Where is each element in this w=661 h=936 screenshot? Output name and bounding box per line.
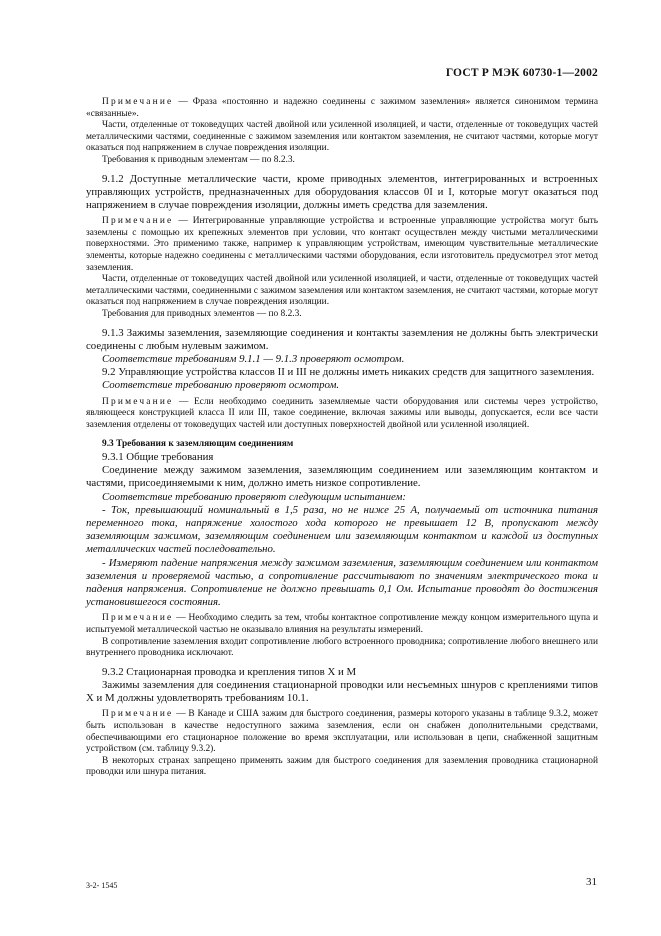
clause-9-2: 9.2 Управляющие устройства классов II и III не должны иметь никаких средств для защитного заземления.: [102, 366, 595, 379]
note-1: Примечание — Фраза «постоянно и надежно соединены с зажимом заземления» является синонимом термина «связанные».: [86, 97, 598, 119]
clause-9-1-2: 9.1.2 Доступные металлические части, кроме приводных элементов, интегрированных и встроенных управляющих устройств, предназначенных для оборудования классов 0I и I, которые могут оказаться под напряжением в случае повреждения изоляции, должны иметь средства для заземления.: [86, 172, 598, 211]
note-5: Примечание — В Канаде и США зажим для быстрого соединения, размеры которого указаны в таблице 9.3.2, может быть использован в качестве недоступного зажима заземления, если он снабжен дополнительными средствами, обеспечивающими его стационарное положение во время эксплуатации, или использован в цепи, снабженной защитным устройством (см. таблицу 9.3.2).: [86, 709, 598, 755]
note-3: Примечание — Если необходимо соединить заземляемые части оборудования или системы через устройство, являющееся конструкцией класса II или III, такое соединение, включая зажимы или выводы, допускается, если все части заземления отделены от токоведущих частей или доступных поверхностей двойной или усиленной изоляцией.: [86, 396, 598, 430]
note-4: Примечание — Необходимо следить за тем, чтобы контактное сопротивление между концом измерительного щупа и испытуемой металлической частью не оказывало влияния на результаты измерений.: [86, 613, 598, 635]
paragraph: Требования к приводным элементам — по 8.2.3.: [102, 154, 295, 165]
compliance-text: Соответствие требованиям 9.1.1 — 9.1.3 проверяют осмотром.: [102, 352, 405, 365]
compliance-text: Соответствие требованию проверяют следующим испытанием:: [102, 490, 406, 503]
subsection-heading: 9.3.1 Общие требования: [102, 450, 214, 463]
paragraph: Части, отделенные от токоведущих частей двойной или усиленной изоляцией, и части, отделенные от токоведущих частей металлическими частями, соединенными с зажимом заземления или контактом заземления, не считают частями, которые могут оказаться под напряжением в случае повреждения изоляции.: [86, 274, 598, 308]
test-step-2: - Измеряют падение напряжения между зажимом заземления, заземляющим соединением или контактом заземления и проверяемой частью, а сопротивление рассчитывают по значениям электрического тока и падения напряжения. Сопротивление не должно превышать 0,1 Ом. Испытание проводят до достижения установившегося состояния.: [86, 556, 598, 609]
document-header: ГОСТ Р МЭК 60730-1—2002: [445, 67, 598, 79]
paragraph: В некоторых странах запрещено применять зажим для быстрого соединения для заземления проводника стационарной проводки или шнура питания.: [86, 755, 598, 778]
clause-9-1-3: 9.1.3 Зажимы заземления, заземляющие соединения и контакты заземления не должны быть электрически соединены с любым нулевым зажимом.: [86, 326, 598, 352]
note-2: Примечание — Интегрированные управляющие устройства и встроенные управляющие устройства могут быть заземлены с помощью их крепежных элементов при условии, что контакт осуществлен между чистыми металлическими поверхностями. Это применимо также, например к управляющим устройствам, имеющим чувствительные металлические элементы, которые надежно соединены с металлическими частями оборудования, если изготовитель предусмотрел этот метод заземления.: [86, 216, 598, 273]
section-heading: 9.3 Требования к заземляющим соединениям: [102, 439, 294, 450]
page-body: [86, 97, 598, 779]
paragraph: Зажимы заземления для соединения стационарной проводки или несъемных шнуров с креплениями типов X и M должны удовлетворять требованиям 10.1.: [86, 678, 598, 705]
paragraph: Части, отделенные от токоведущих частей двойной или усиленной изоляцией, и части, отделенные от токоведущих частей металлическими частями, соединенные с зажимом заземления или контактом заземления, не считают частями, которые могут оказаться под напряжением в случае повреждения изоляции.: [86, 120, 598, 154]
paragraph: Требования для приводных элементов — по 8.2.3.: [102, 308, 302, 319]
paragraph: Соединение между зажимом заземления, заземляющим соединением или заземляющим контактом и частями, присоединяемыми к ним, должно иметь низкое сопротивление.: [86, 464, 598, 490]
subsection-heading: 9.3.2 Стационарная проводка и крепления типов X и M: [102, 665, 357, 678]
compliance-text: Соответствие требованию проверяют осмотром.: [102, 379, 340, 392]
print-code: 3-2- 1545: [86, 881, 118, 890]
test-step-1: - Ток, превышающий номинальный в 1,5 раза, но не ниже 25 А, получаемый от источника питания переменного тока, напряжение холостого хода которого не превышает 12 В, пропускают между заземляющим зажимом, заземляющим соединением или заземляющим контактом и каждой из доступных металлических частей последовательно.: [86, 503, 598, 556]
page-number: 31: [586, 876, 597, 888]
paragraph: В сопротивление заземления входит сопротивление любого встроенного проводника; сопротивление любого внешнего или внутреннего проводника исключают.: [86, 636, 598, 659]
